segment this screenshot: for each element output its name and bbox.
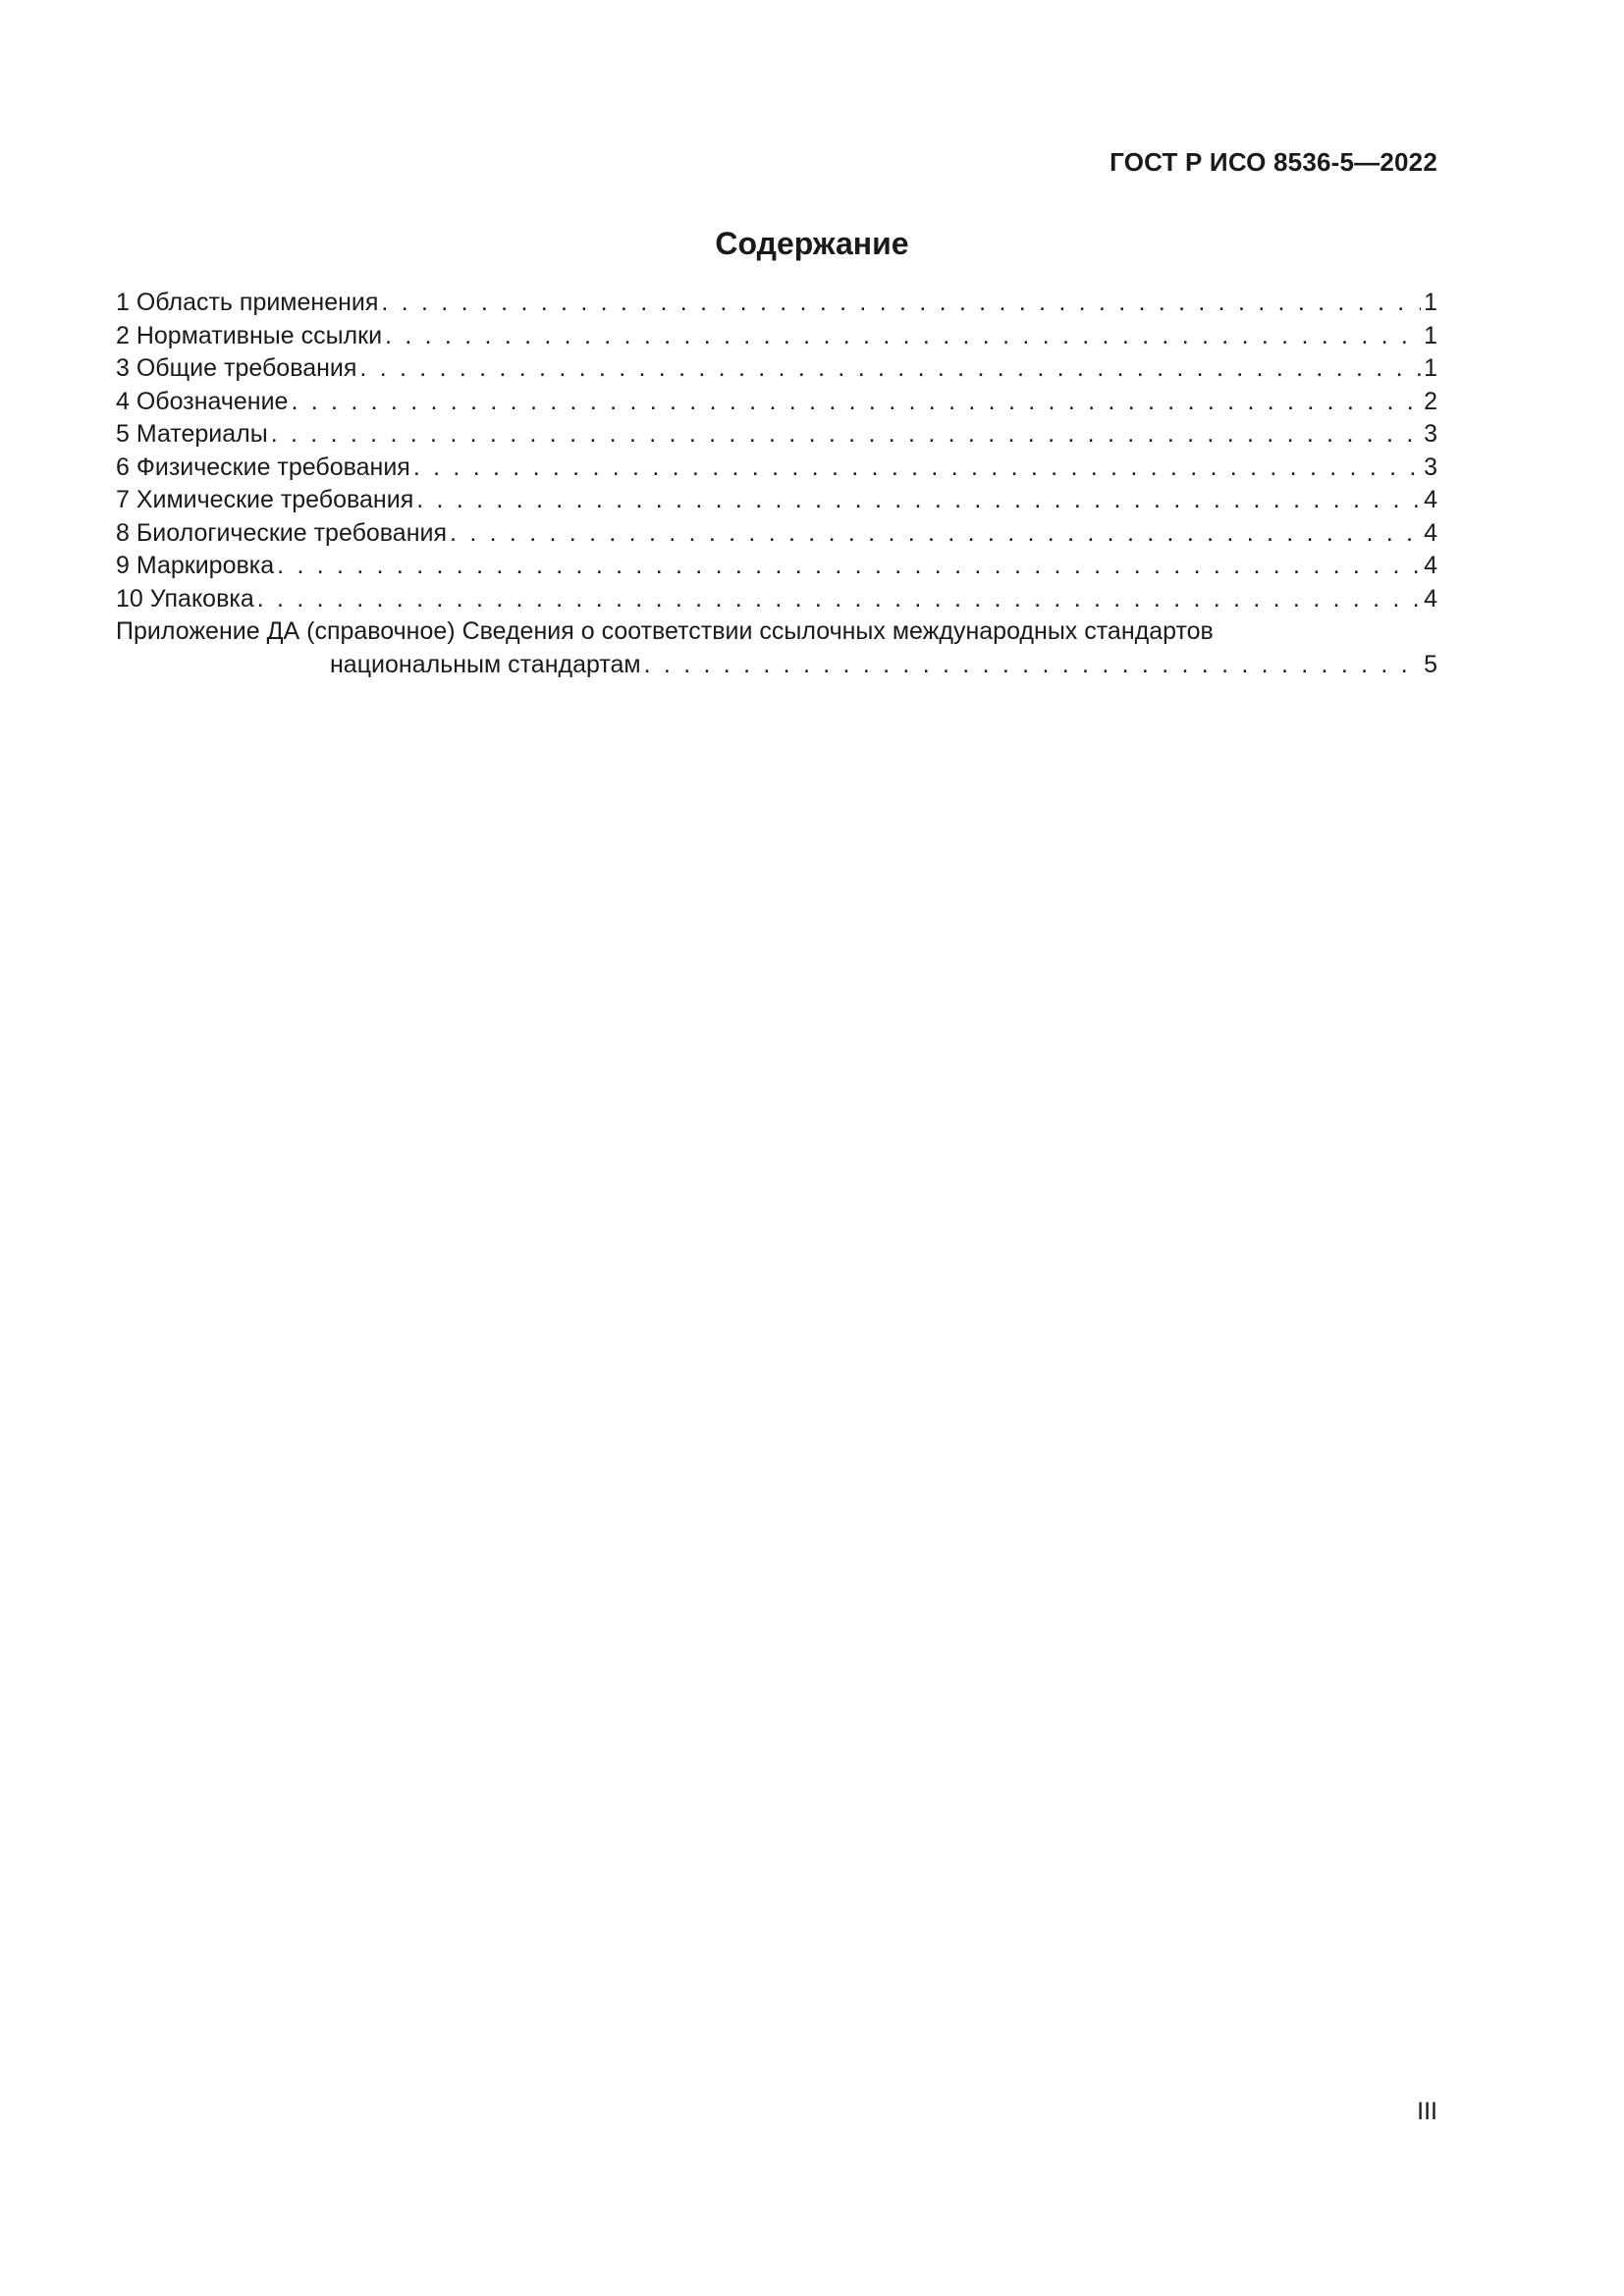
toc-entry-label: 4 Обозначение: [116, 387, 289, 415]
toc-entry-page: 3: [1424, 453, 1437, 481]
toc-leader-dots: [291, 386, 1421, 419]
table-of-contents: [116, 287, 1437, 681]
toc-entry-label: 9 Маркировка: [116, 552, 275, 579]
toc-entry-page: 4: [1424, 518, 1437, 547]
toc-entry-page: 4: [1424, 486, 1437, 513]
toc-entry-page: 4: [1424, 584, 1437, 613]
toc-entry-page: 5: [1424, 650, 1437, 678]
toc-leader-dots: [413, 452, 1421, 485]
toc-leader-dots: [416, 484, 1421, 517]
toc-entry[interactable]: [116, 320, 1437, 353]
page-number: III: [1417, 2098, 1437, 2125]
toc-leader-dots: [385, 320, 1421, 353]
toc-entry-label: 2 Нормативные ссылки: [116, 321, 383, 349]
toc-entry[interactable]: [116, 386, 1437, 419]
document-code: ГОСТ Р ИСО 8536-5—2022: [1110, 147, 1437, 177]
toc-entry-page: 1: [1424, 354, 1437, 382]
toc-entry-label: 8 Биологические требования: [116, 518, 448, 547]
toc-title: Содержание: [715, 226, 909, 261]
toc-leader-dots: [271, 418, 1421, 452]
toc-entry-page: 1: [1424, 289, 1437, 316]
toc-entry-label: 7 Химические требования: [116, 486, 414, 513]
toc-annex-entry[interactable]: [116, 649, 1437, 682]
toc-entry[interactable]: [116, 484, 1437, 517]
toc-entry-label: 5 Материалы: [116, 420, 268, 448]
toc-leader-dots: [644, 649, 1421, 682]
toc-entry-page: 2: [1424, 387, 1437, 415]
toc-leader-dots: [359, 352, 1421, 386]
toc-entry-page: 4: [1424, 552, 1437, 579]
toc-entry[interactable]: [116, 452, 1437, 485]
toc-leader-dots: [381, 287, 1421, 320]
toc-entry[interactable]: [116, 418, 1437, 452]
toc-entry[interactable]: [116, 517, 1437, 551]
toc-entry[interactable]: [116, 287, 1437, 320]
toc-leader-dots: [450, 517, 1421, 551]
toc-entry-label: 3 Общие требования: [116, 354, 357, 382]
toc-entry-label: 10 Упаковка: [116, 584, 254, 613]
toc-entry-label: 6 Физические требования: [116, 453, 410, 481]
toc-entry[interactable]: [116, 550, 1437, 583]
toc-entry-label: 1 Область применения: [116, 289, 379, 316]
toc-entry-page: 3: [1424, 420, 1437, 448]
toc-leader-dots: [277, 550, 1421, 583]
toc-entry[interactable]: [116, 583, 1437, 616]
toc-annex-title-line[interactable]: Приложение ДА (справочное) Сведения о соответствии ссылочных международных стандартов: [116, 617, 1214, 645]
toc-leader-dots: [257, 583, 1421, 616]
toc-annex-title-continuation: национальным стандартам: [330, 650, 641, 678]
toc-entry-page: 1: [1424, 321, 1437, 349]
toc-entry[interactable]: [116, 352, 1437, 386]
